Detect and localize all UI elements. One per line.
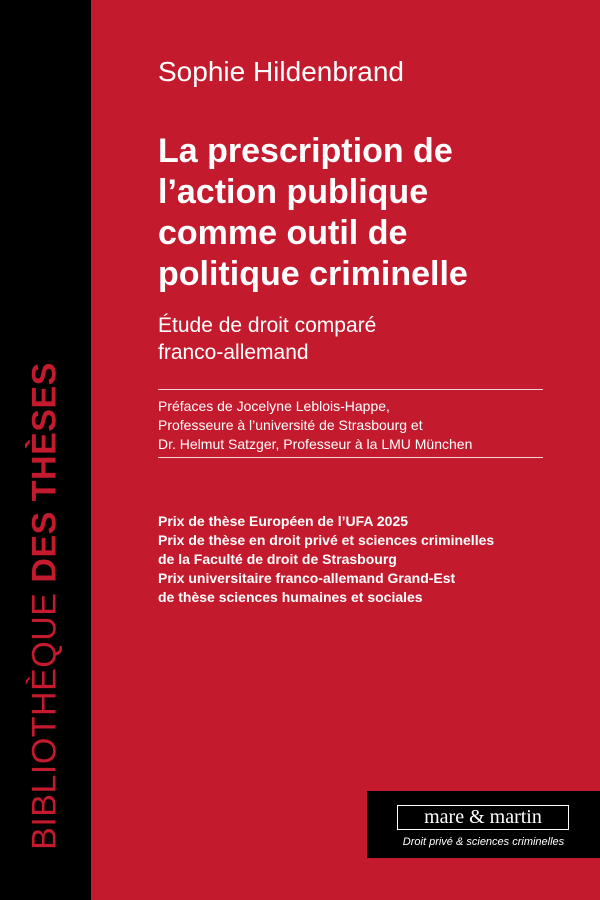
book-title bbox=[158, 131, 548, 295]
book-subtitle bbox=[158, 312, 548, 366]
prefaces-block bbox=[158, 397, 472, 454]
prize-line: de thèse sciences humaines et sociales bbox=[158, 589, 423, 605]
spine-band bbox=[0, 0, 91, 900]
author-name: Sophie Hildenbrand bbox=[158, 56, 404, 87]
collection-name: Droit privé & sciences criminelles bbox=[402, 836, 565, 848]
prize-line: de la Faculté de droit de Strasbourg bbox=[158, 551, 397, 567]
prize-line: Prix universitaire franco-allemand Grand-Est bbox=[158, 570, 456, 586]
title-line: comme outil de bbox=[158, 214, 408, 252]
preface-line: Professeure à l’université de Strasbourg et bbox=[158, 417, 423, 433]
preface-line: Dr. Helmut Satzger, Professeur à la LMU München bbox=[158, 436, 473, 452]
title-line: La prescription de bbox=[158, 132, 453, 170]
subtitle-line: Étude de droit comparé bbox=[158, 314, 377, 337]
series-title-light: BIBLIOTHÈQUE bbox=[25, 592, 64, 850]
series-title-bold: DES THÈSES bbox=[25, 362, 64, 583]
subtitle-line: franco-allemand bbox=[158, 341, 309, 364]
series-title bbox=[26, 362, 65, 850]
title-line: l’action publique bbox=[158, 173, 429, 211]
prize-line: Prix de thèse en droit privé et sciences criminelles bbox=[158, 532, 495, 548]
preface-line: Préfaces de Jocelyne Leblois-Happe, bbox=[158, 398, 390, 414]
publisher-block bbox=[367, 791, 600, 858]
title-line: politique criminelle bbox=[158, 255, 468, 293]
divider-top bbox=[158, 389, 543, 390]
divider-bottom bbox=[158, 457, 543, 458]
prize-line: Prix de thèse Européen de l’UFA 2025 bbox=[158, 513, 409, 529]
publisher-logo: mare & martin bbox=[397, 805, 569, 830]
prizes-block bbox=[158, 512, 494, 607]
